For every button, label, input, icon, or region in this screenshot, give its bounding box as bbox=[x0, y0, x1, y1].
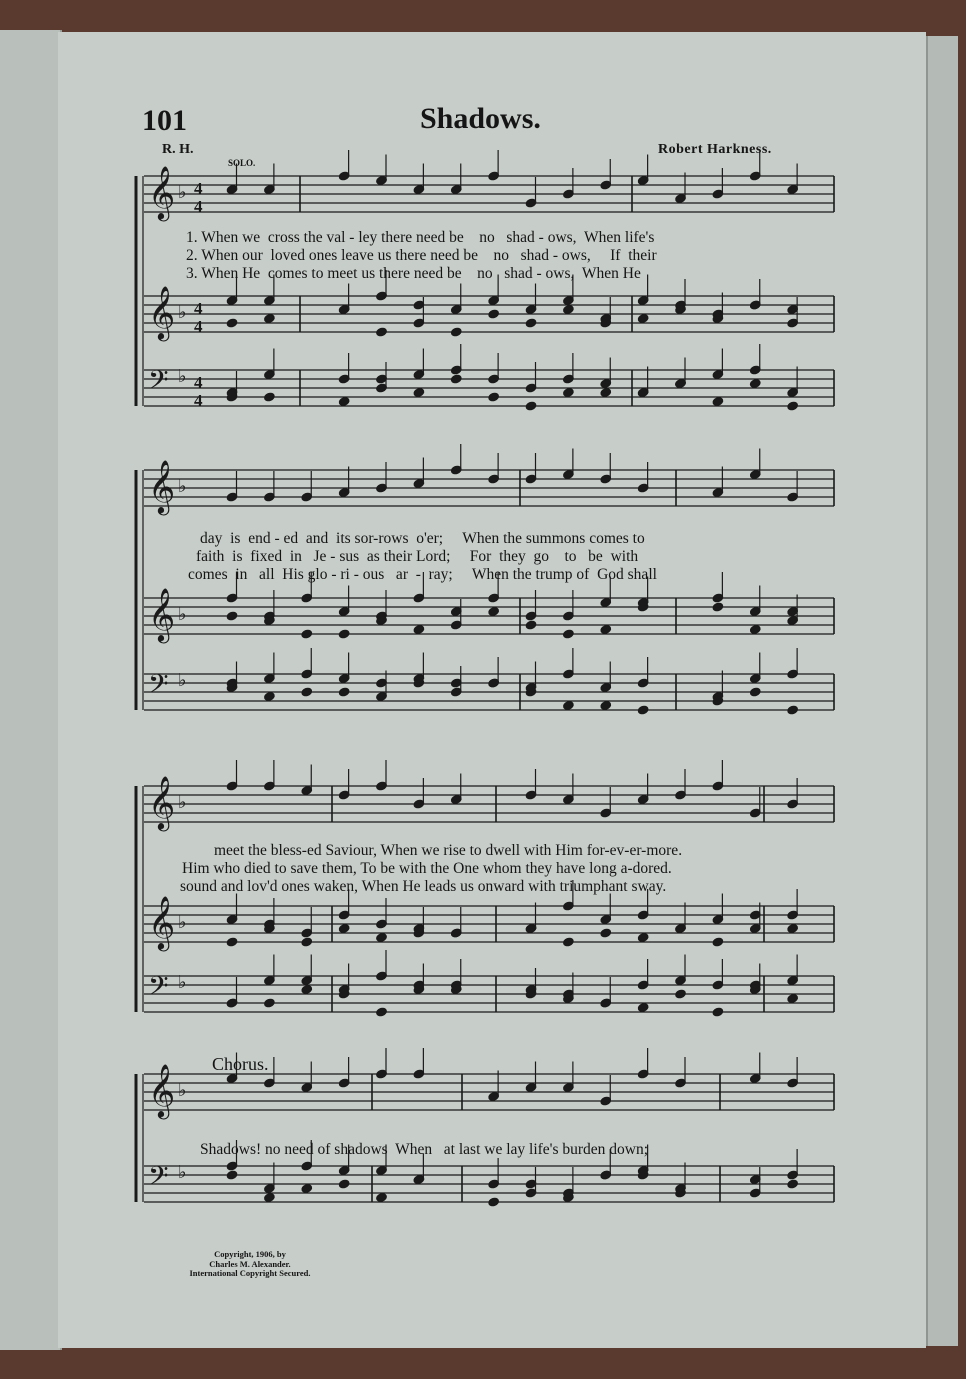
verse-2-line-1: 2. When our loved ones leave us there need be no shad - ows, If their bbox=[186, 247, 657, 264]
treble-clef: 𝄞 bbox=[148, 165, 176, 219]
treble-clef: 𝄞 bbox=[148, 775, 176, 829]
notes bbox=[226, 150, 798, 1207]
svg-text:4: 4 bbox=[194, 197, 203, 216]
svg-text:♭: ♭ bbox=[178, 604, 187, 625]
verse-3-line-2: comes in all His glo - ri - ous ar - ray; When the trump of God shall bbox=[188, 566, 657, 583]
copyright-line-2: Charles M. Alexander. bbox=[209, 1258, 291, 1269]
chorus-label: Chorus. bbox=[212, 1054, 269, 1074]
svg-text:♭: ♭ bbox=[178, 182, 187, 203]
svg-text:♭: ♭ bbox=[178, 792, 187, 813]
svg-text:♭: ♭ bbox=[178, 972, 187, 993]
verse-1-line-3: meet the bless-ed Saviour, When we rise to dwell with Him for-ev-er-more. bbox=[214, 842, 683, 859]
verse-2-line-2: faith is fixed in Je - sus as their Lord; For they go to be with bbox=[196, 548, 639, 565]
verse-1-line-2: day is end - ed and its sor-rows o'er; When the summons comes to bbox=[200, 530, 645, 547]
bass-clef: 𝄢 bbox=[148, 668, 169, 706]
verse-3-line-1: 3. When He comes to meet us there need be no shad - ows, When He bbox=[186, 265, 641, 282]
copyright-line-1: Copyright, 1906, by bbox=[214, 1249, 286, 1259]
composer-credit: Robert Harkness. bbox=[658, 142, 772, 157]
copyright-notice bbox=[170, 1250, 330, 1279]
treble-clef: 𝄞 bbox=[148, 285, 176, 339]
bass-clef: 𝄢 bbox=[148, 1160, 169, 1198]
svg-text:♭: ♭ bbox=[178, 1080, 187, 1101]
svg-text:♭: ♭ bbox=[178, 670, 187, 691]
svg-text:4: 4 bbox=[194, 299, 203, 318]
svg-text:♭: ♭ bbox=[178, 912, 187, 933]
svg-text:4: 4 bbox=[194, 391, 203, 410]
barlines bbox=[136, 176, 834, 1202]
treble-clef: 𝄞 bbox=[148, 587, 176, 641]
chorus-lyric: Shadows! no need of shadows When at last we lay life's burden down; bbox=[200, 1141, 649, 1158]
svg-text:♭: ♭ bbox=[178, 1162, 187, 1183]
bass-clef: 𝄢 bbox=[148, 970, 169, 1008]
svg-text:♭: ♭ bbox=[178, 366, 187, 387]
svg-text:♭: ♭ bbox=[178, 302, 187, 323]
hymn-number: 101 bbox=[142, 104, 187, 137]
svg-text:4: 4 bbox=[194, 373, 203, 392]
svg-text:4: 4 bbox=[194, 179, 203, 198]
staff-lines bbox=[144, 176, 834, 1202]
treble-clef: 𝄞 bbox=[148, 895, 176, 949]
treble-clef: 𝄞 bbox=[148, 1063, 176, 1117]
verse-3-line-3: sound and lov'd ones waken, When He leads us onward with triumphant sway. bbox=[180, 878, 667, 895]
verse-2-line-3: Him who died to save them, To be with the One whom they have long a-dored. bbox=[182, 860, 672, 877]
lyricist-credit: R. H. bbox=[162, 142, 194, 157]
hymn-title: Shadows. bbox=[420, 102, 541, 135]
clefs bbox=[148, 165, 203, 1198]
copyright-line-3: International Copyright Secured. bbox=[189, 1268, 311, 1278]
svg-text:4: 4 bbox=[194, 317, 203, 336]
bass-clef: 𝄢 bbox=[148, 364, 169, 402]
svg-text:♭: ♭ bbox=[178, 476, 187, 497]
solo-marking: SOLO. bbox=[228, 158, 256, 168]
treble-clef: 𝄞 bbox=[148, 459, 176, 513]
verse-1-line-1: 1. When we cross the val - ley there need be no shad - ows, When life's bbox=[186, 229, 655, 246]
